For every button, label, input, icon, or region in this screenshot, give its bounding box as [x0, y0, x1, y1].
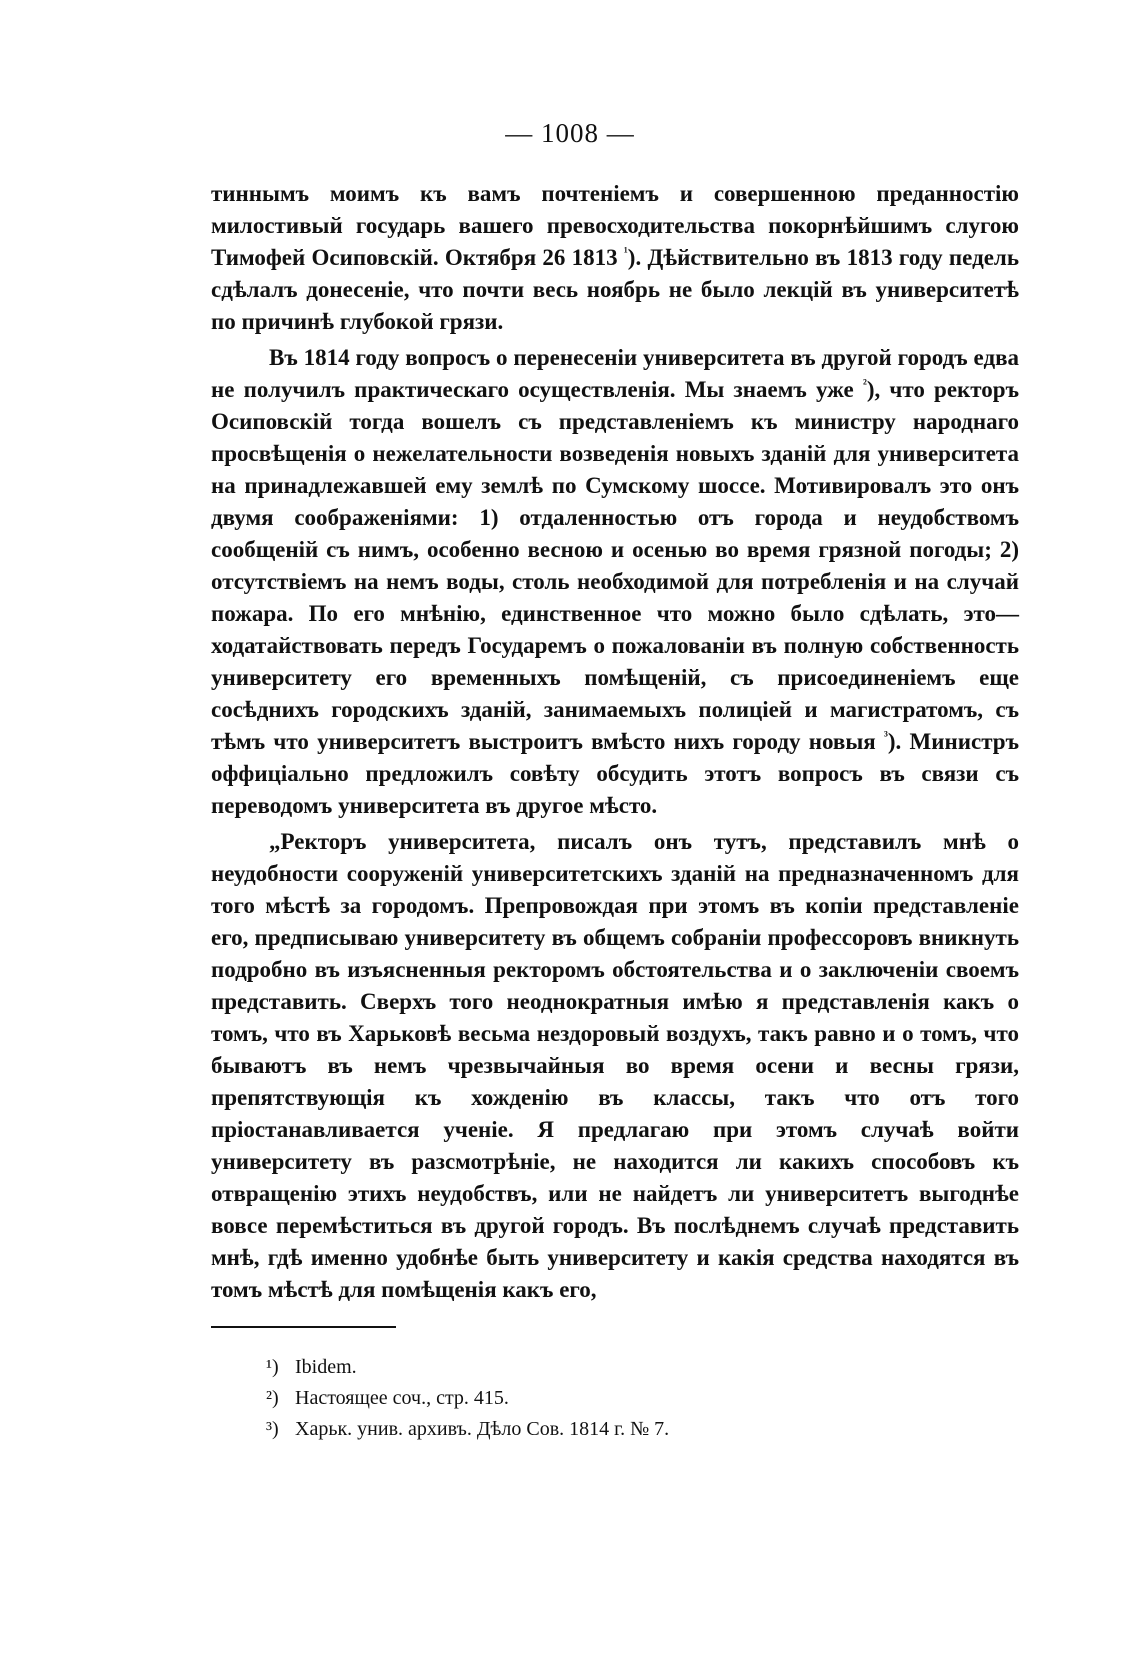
- body-text: [211, 178, 1019, 1310]
- footnote-3-text: Харьк. унив. архивъ. Дѣло Сов. 1814 г. № 7.: [295, 1418, 670, 1440]
- footnotes: [266, 1352, 966, 1445]
- paragraph-1-text-b: ). Дѣйствительно въ 1813 году педель сдѣлалъ донесеніе, что почти весь ноябрь не было лекцій въ университетѣ по причинѣ глубокой грязи.: [211, 245, 1019, 334]
- page-number: — 1008 —: [505, 118, 635, 148]
- paragraph-2: [211, 342, 1019, 822]
- footnote-ref-3: ³: [883, 728, 888, 743]
- footnote-1-text: Ibidem.: [295, 1356, 357, 1378]
- footnote-3-mark: ³): [266, 1418, 279, 1440]
- paragraph-1: [211, 178, 1019, 338]
- paragraph-2-text-a: Въ 1814 году вопросъ о перенесеніи университета въ другой городъ едва не получилъ практическаго осуществленія. Мы знаемъ уже: [211, 345, 1019, 402]
- footnote-1: [266, 1352, 966, 1383]
- footnote-ref-2: ²: [862, 376, 867, 391]
- paragraph-1-text-a: тиннымъ моимъ къ вамъ почтеніемъ и совершенною преданностію милостивый государь вашего превосходительства покорнѣйшимъ слугою Тимофей Осиповскій. Октября 26 1813: [211, 181, 1019, 270]
- footnote-1-mark: ¹): [266, 1356, 279, 1378]
- footnote-2-text: Настоящее соч., стр. 415.: [295, 1387, 509, 1409]
- footnote-3: [266, 1414, 966, 1445]
- paragraph-2-text-c: ). Министръ оффиціально предложилъ совѣту обсудить этотъ вопросъ въ связи съ переводомъ университета въ другое мѣсто.: [211, 729, 1019, 818]
- footnote-2: [266, 1383, 966, 1414]
- paragraph-3: [211, 826, 1019, 1306]
- paragraph-3-text: „Ректоръ университета, писалъ онъ тутъ, представилъ мнѣ о неудобности сооруженій университетскихъ зданій на предназначенномъ для того мѣстѣ за городомъ. Препровождая при этомъ въ копіи представленіе его, предписываю университету въ общемъ собраніи профессоровъ вникнуть подробно въ изъясненныя ректоромъ обстоятельства и о заключеніи своемъ представить. Сверхъ того неоднократныя имѣю я представленія какъ о томъ, что въ Харьковѣ весьма нездоровый воздухъ, такъ равно и о томъ, что бываютъ въ немъ чрезвычайныя во время осени и весны грязи, препятствующія къ хожденію въ классы, такъ что отъ того пріостанавливается ученіе. Я предлагаю при этомъ случаѣ войти университету въ разсмотрѣніе, не находится ли какихъ способовъ къ отвращенію этихъ неудобствъ, или не найдетъ ли университетъ выгоднѣе вовсе перемѣститься въ другой городъ. Въ послѣднемъ случаѣ представить мнѣ, гдѣ именно удобнѣе быть университету и какія средства находятся въ томъ мѣстѣ для помѣщенія какъ его,: [211, 829, 1019, 1302]
- paragraph-2-text-b: ), что ректоръ Осиповскій тогда вошелъ съ представленіемъ къ министру народнаго просвѣщенія о нежелательности возведенія новыхъ зданій для университета на принадлежавшей ему землѣ по Сумскому шоссе. Мотивировалъ это онъ двумя соображеніями: 1) отдаленностью отъ города и неудобствомъ сообщеній съ нимъ, особенно весною и осенью во время грязной погоды; 2) отсутствіемъ на немъ воды, столь необходимой для потребленія и на случай пожара. По его мнѣнію, единственное что можно было сдѣлать, это—ходатайствовать передъ Государемъ о пожалованіи въ полную собственность университету его временныхъ помѣщеній, съ присоединеніемъ еще сосѣднихъ городскихъ зданій, занимаемыхъ полиціей и магистратомъ, съ тѣмъ что университетъ выстроитъ вмѣсто нихъ городу новыя: [211, 377, 1020, 754]
- footnote-2-mark: ²): [266, 1387, 279, 1409]
- footnote-divider: [211, 1326, 396, 1328]
- footnote-ref-1: ¹: [623, 244, 628, 259]
